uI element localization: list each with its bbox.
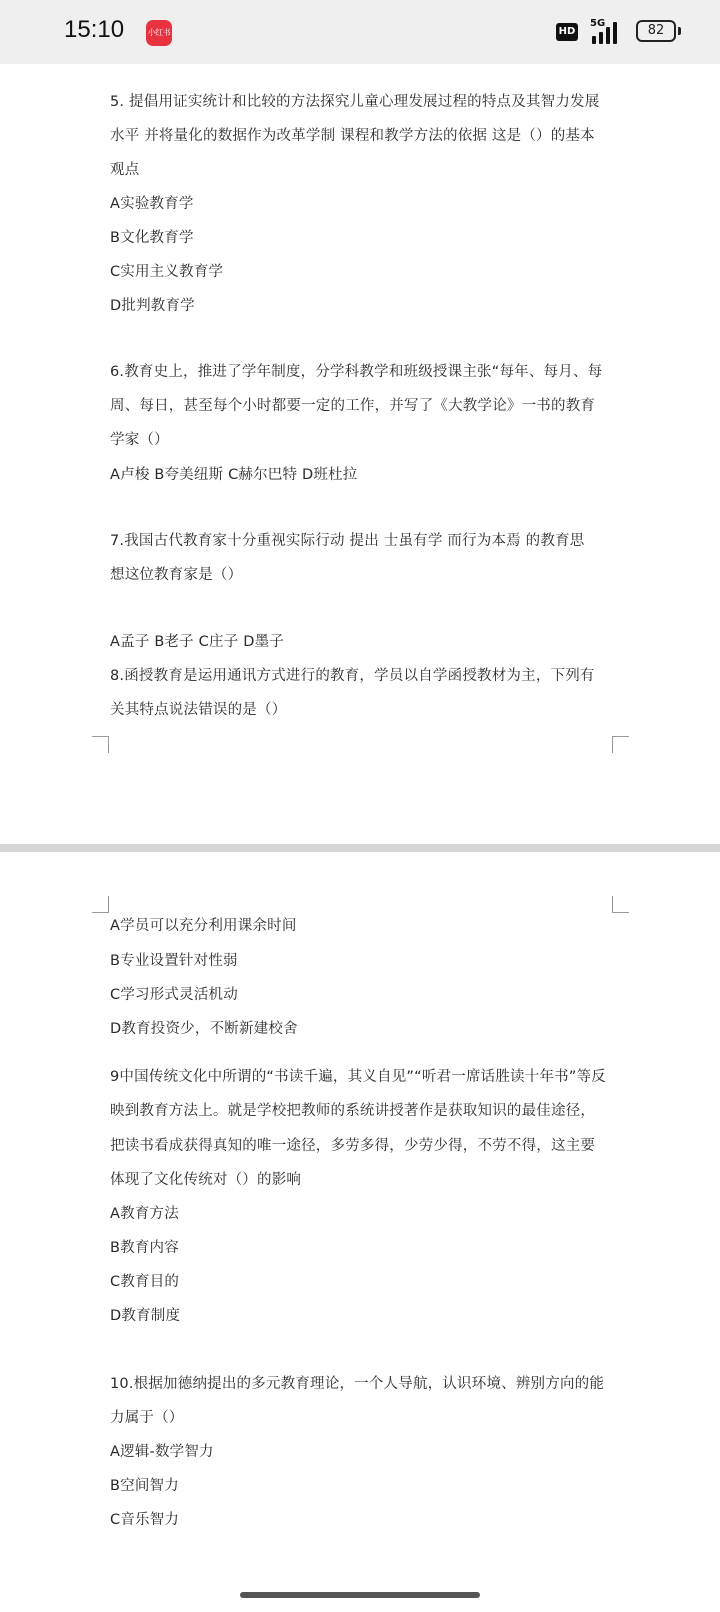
option-line: B空间智力 [110, 1478, 179, 1494]
page-corner-mark [92, 896, 109, 913]
document-page-1 [0, 64, 720, 844]
option-line: D批判教育学 [110, 298, 195, 314]
option-line: B文化教育学 [110, 230, 194, 246]
option-line: D教育制度 [110, 1308, 181, 1324]
option-line: B专业设置针对性弱 [110, 953, 238, 969]
option-line: A实验教育学 [110, 196, 194, 212]
option-line: A教育方法 [110, 1206, 179, 1222]
page-corner-mark [612, 896, 629, 913]
network-type-label: 5G [590, 18, 606, 29]
status-bar [0, 0, 720, 64]
option-line: C实用主义教育学 [110, 264, 224, 280]
option-line: A卢梭 B夸美纽斯 C赫尔巴特 D班杜拉 [110, 467, 358, 483]
option-line: A学员可以充分利用课余时间 [110, 918, 297, 934]
battery-tip [678, 27, 681, 35]
text-line: 映到教育方法上。就是学校把教师的系统讲授著作是获取知识的最佳途径， [110, 1103, 596, 1119]
option-line: C音乐智力 [110, 1512, 180, 1528]
text-line: 7.我国古代教育家十分重视实际行动 提出 士虽有学 而行为本焉 的教育思 [110, 533, 585, 549]
page-corner-mark [92, 736, 109, 753]
text-line: 学家（） [110, 432, 169, 448]
option-line: D教育投资少，不断新建校舍 [110, 1021, 298, 1037]
text-line: 5. 提倡用证实统计和比较的方法探究儿童心理发展过程的特点及其智力发展 [110, 94, 600, 110]
text-line: 10.根据加德纳提出的多元教育理论，一个人导航，认识环境、辨别方向的能 [110, 1376, 605, 1392]
text-line: 关其特点说法错误的是（） [110, 702, 287, 718]
text-line: 观点 [110, 162, 140, 178]
hd-icon: HD [556, 23, 578, 41]
battery-icon: 82 [636, 20, 676, 42]
app-badge-icon: 小红书 [146, 20, 172, 46]
text-line: 9中国传统文化中所谓的“书读千遍，其义自见”“听君一席话胜读十年书”等反 [110, 1069, 606, 1085]
option-line: A逻辑-数学智力 [110, 1444, 214, 1460]
option-line: B教育内容 [110, 1240, 179, 1256]
text-line: 想这位教育家是（） [110, 567, 243, 583]
status-time: 15:10 [64, 16, 125, 43]
text-line: 8.函授教育是运用通讯方式进行的教育，学员以自学函授教材为主，下列有 [110, 668, 595, 684]
signal-icon [588, 18, 628, 44]
option-line: C学习形式灵活机动 [110, 987, 238, 1003]
text-line: 力属于（） [110, 1410, 184, 1426]
page-corner-mark [612, 736, 629, 753]
page-separator [0, 844, 720, 852]
option-line: A孟子 B老子 C庄子 D墨子 [110, 634, 284, 650]
option-line: C教育目的 [110, 1274, 180, 1290]
text-line: 周、每日，甚至每个小时都要一定的工作，并写了《大教学论》一书的教育 [110, 398, 596, 414]
text-line: 把读书看成获得真知的唯一途径，多劳多得，少劳少得，不劳不得，这主要 [110, 1138, 596, 1154]
text-line: 水平 并将量化的数据作为改革学制 课程和教学方法的依据 这是（）的基本 [110, 128, 595, 144]
text-line: 体现了文化传统对（）的影响 [110, 1172, 302, 1188]
document-page-2 [0, 852, 720, 1612]
text-line: 6.教育史上，推进了学年制度，分学科教学和班级授课主张“每年、每月、每 [110, 364, 603, 380]
home-indicator[interactable] [240, 1592, 480, 1598]
